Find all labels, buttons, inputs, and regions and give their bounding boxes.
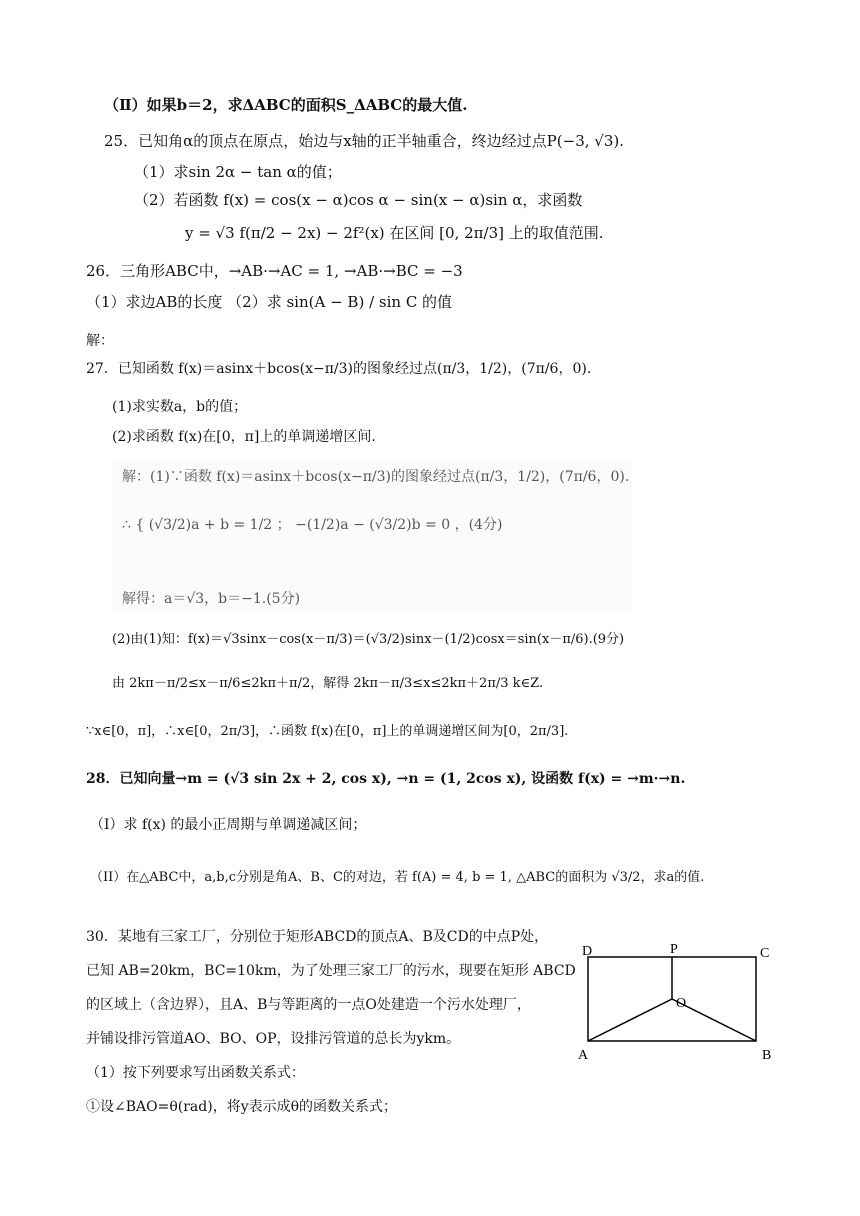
problem-26-parts: （1）求边AB的长度 （2）求 sin(A − B) / sin C 的值 <box>86 293 453 311</box>
problem-28-part-2: （II）在△ABC中，a,b,c分别是角A、B、C的对边，若 f(A) = 4, b = 1, △ABC的面积为 √3/2，求a的值. <box>90 870 705 885</box>
problem-30-line-1: 30．某地有三家工厂，分别位于矩形ABCD的顶点A、B及CD的中点P处， <box>86 929 549 945</box>
problem-26-solution-label: 解： <box>86 333 114 349</box>
problem-27-solution-system: ∴ { (√3/2)a + b = 1/2 ； −(1/2)a − (√3/2)b = 0 ，(4分) <box>122 517 503 533</box>
problem-27-part-1: (1)求实数a，b的值； <box>112 399 248 415</box>
problem-30-line-4: 并铺设排污管道AO、BO、OP，设排污管道的总长为ykm。 <box>86 1031 461 1047</box>
problem-24-part-2: （Ⅱ）如果b＝2，求ΔABC的面积S_ΔABC的最大值. <box>104 96 468 114</box>
problem-27-solution-1: 解：(1)∵函数 f(x)＝asinx＋bcos(x−π/3)的图象经过点(π/3，1/2)，(7π/6，0). <box>122 469 630 485</box>
problem-26-stem: 26．三角形ABC中，→AB·→AC = 1, →AB·→BC = −3 <box>86 262 463 280</box>
problem-25-part-2b: y = √3 f(π/2 − 2x) − 2f²(x) 在区间 [0, 2π/3] 上的取值范围. <box>185 224 604 242</box>
problem-27-solution-ab: 解得：a＝√3，b＝−1.(5分) <box>122 591 301 607</box>
problem-27-solution-2: (2)由(1)知：f(x)＝√3sinx－cos(x－π/3)＝(√3/2)sinx－(1/2)cosx＝sin(x－π/6).(9分) <box>112 632 625 647</box>
problem-25-part-1: （1）求sin 2α − tan α的值； <box>134 163 342 181</box>
problem-30-line-2: 已知 AB=20km，BC=10km，为了处理三家工厂的污水，现要在矩形 ABCD <box>86 963 576 979</box>
problem-28-stem: 28．已知向量→m = (√3 sin 2x + 2, cos x), →n = (1, 2cos x), 设函数 f(x) = →m·→n. <box>86 771 686 787</box>
problem-27-solution-final: ∵x∈[0，π]，∴x∈[0，2π/3]，∴函数 f(x)在[0，π]上的单调递增区间为[0，2π/3]. <box>86 724 569 739</box>
label-o: O <box>676 996 687 1011</box>
problem-27-part-2: (2)求函数 f(x)在[0，π]上的单调递增区间. <box>112 429 376 445</box>
problem-30-line-6: ①设∠BAO=θ(rad)，将y表示成θ的函数关系式； <box>86 1099 398 1115</box>
segment-ao <box>588 999 672 1041</box>
label-b: B <box>762 1048 772 1063</box>
label-a: A <box>578 1048 589 1063</box>
label-d: D <box>582 944 593 959</box>
problem-27-stem: 27．已知函数 f(x)＝asinx＋bcos(x−π/3)的图象经过点(π/3，1/2)，(7π/6，0). <box>86 361 592 377</box>
problem-25-stem: 25．已知角α的顶点在原点，始边与x轴的正半轴重合，终边经过点P(−3, √3). <box>104 132 624 150</box>
problem-27-solution-interval: 由 2kπ－π/2≤x－π/6≤2kπ＋π/2，解得 2kπ－π/3≤x≤2kπ＋2π/3 k∈Z. <box>112 676 544 691</box>
problem-30-line-5: （1）按下列要求写出函数关系式： <box>86 1065 305 1081</box>
problem-28-part-1: （I）求 f(x) 的最小正周期与单调递减区间； <box>90 817 367 833</box>
problem-30-line-3: 的区域上（含边界），且A、B与等距离的一点O处建造一个污水处理厂， <box>86 997 531 1013</box>
rectangle-figure <box>570 935 790 1075</box>
problem-25-part-2a: （2）若函数 f(x) = cos(x − α)cos α − sin(x − α)sin α，求函数 <box>134 191 583 209</box>
label-c: C <box>760 946 770 961</box>
label-p: P <box>670 942 678 957</box>
